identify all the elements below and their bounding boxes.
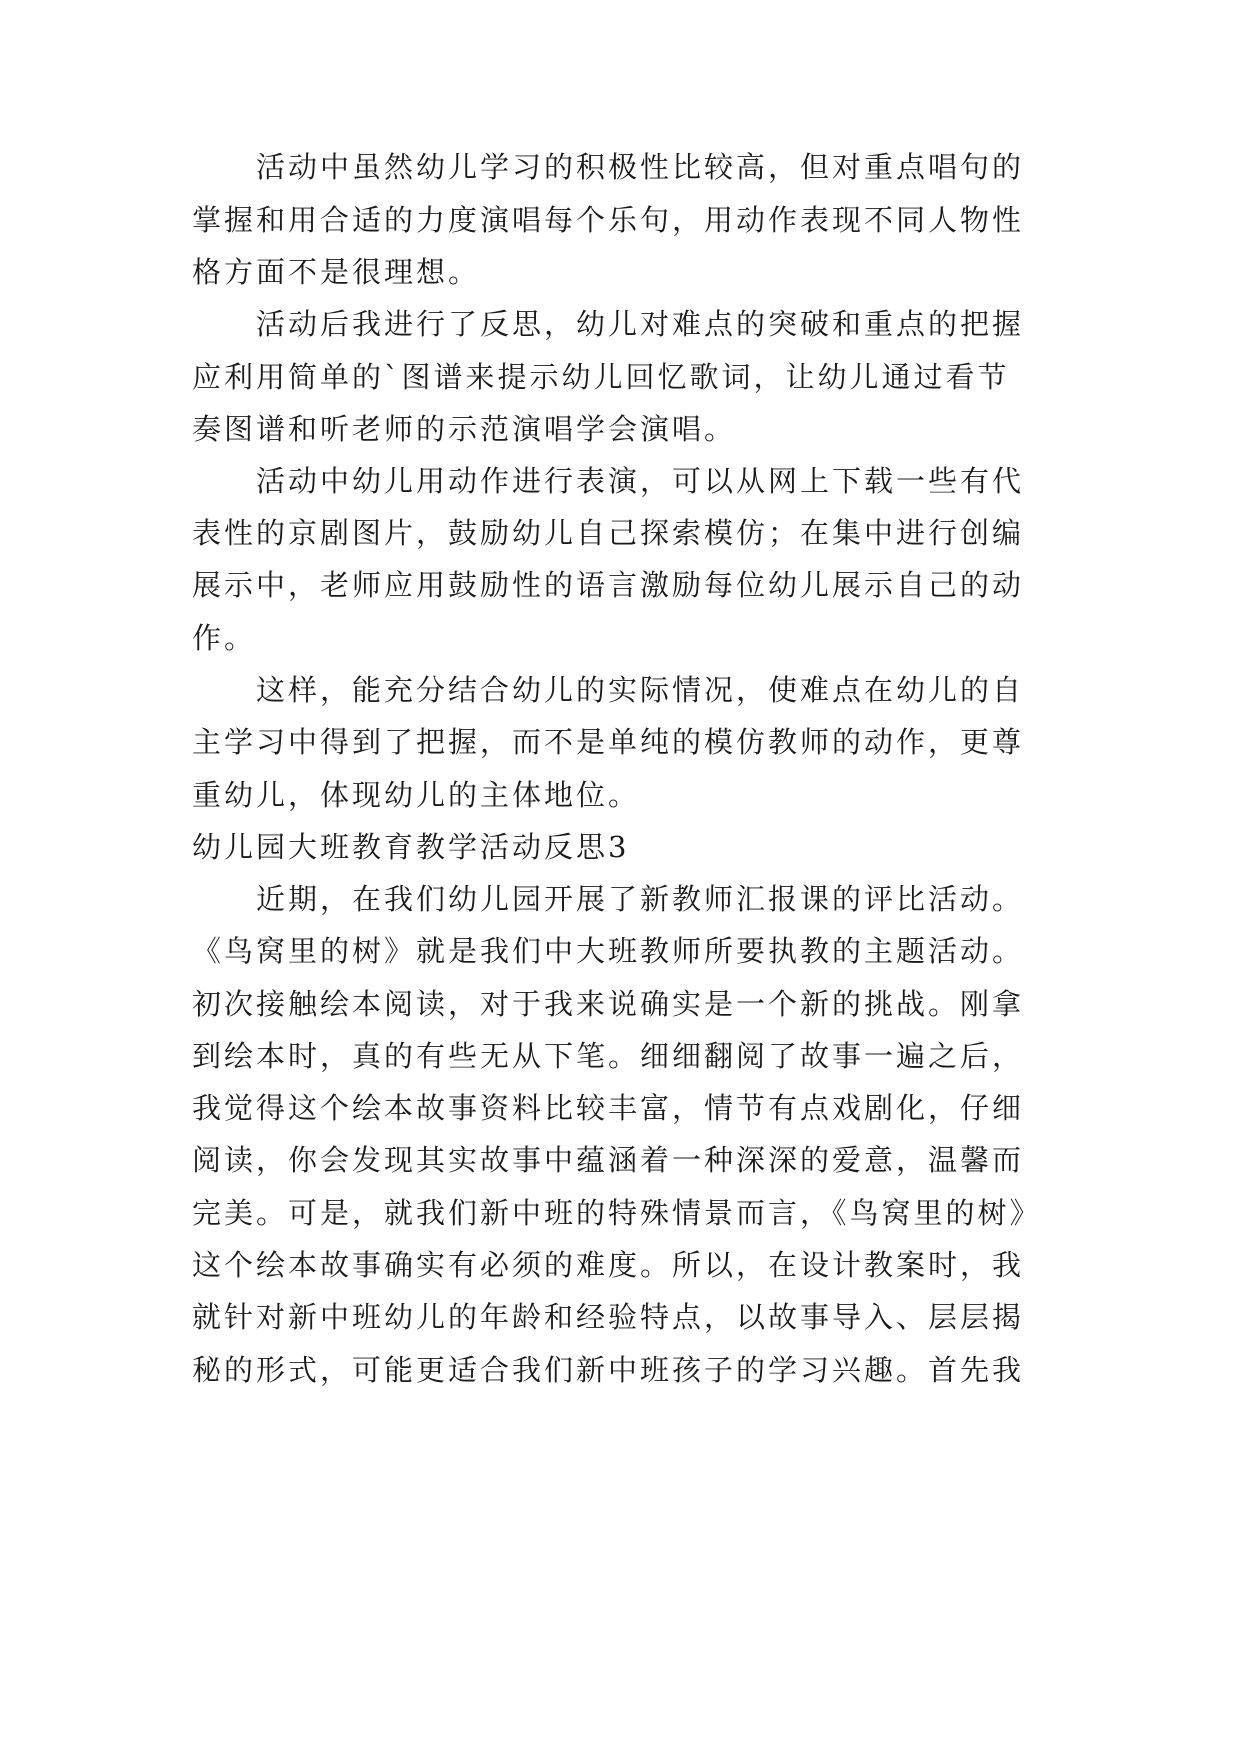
text-line: 掌握和用合适的力度演唱每个乐句，用动作表现不同人物性 (192, 203, 1025, 237)
text-line: 奏图谱和听老师的示范演唱学会演唱。 (192, 412, 737, 446)
text-line: 这个绘本故事确实有必须的难度。所以，在设计教案时，我 (192, 1248, 1025, 1282)
text-line: 活动后我进行了反思，幼儿对难点的突破和重点的把握 (256, 307, 1025, 341)
text-line: 活动中虽然幼儿学习的积极性比较高，但对重点唱句的 (256, 150, 1025, 184)
text-line: 阅读，你会发现其实故事中蕴涵着一种深深的爱意，温馨而 (192, 1143, 1025, 1177)
text-line: 作。 (192, 621, 257, 655)
text-line: 近期，在我们幼儿园开展了新教师汇报课的评比活动。 (256, 882, 1025, 916)
text-line: 这样，能充分结合幼儿的实际情况，使难点在幼儿的自 (256, 673, 1025, 707)
text-line: 应利用简单的`图谱来提示幼儿回忆歌词，让幼儿通过看节 (192, 360, 1010, 394)
section-heading: 幼儿园大班教育教学活动反思3 (192, 830, 630, 864)
text-line: 活动中幼儿用动作进行表演，可以从网上下载一些有代 (256, 464, 1025, 498)
text-line: 主学习中得到了把握，而不是单纯的模仿教师的动作，更尊 (192, 725, 1025, 759)
text-line: 重幼儿，体现幼儿的主体地位。 (192, 778, 641, 812)
text-line: 完美。可是，就我们新中班的特殊情景而言，《鸟窝里的树》 (192, 1196, 1042, 1230)
text-line: 就针对新中班幼儿的年龄和经验特点，以故事导入、层层揭 (192, 1300, 1025, 1334)
text-line: 展示中，老师应用鼓励性的语言激励每位幼儿展示自己的动 (192, 568, 1025, 602)
text-line: 初次接触绘本阅读，对于我来说确实是一个新的挑战。刚拿 (192, 987, 1025, 1021)
text-line: 表性的京剧图片，鼓励幼儿自己探索模仿；在集中进行创编 (192, 516, 1025, 550)
text-line: 《鸟窝里的树》就是我们中大班教师所要执教的主题活动。 (192, 934, 1025, 968)
text-line: 我觉得这个绘本故事资料比较丰富，情节有点戏剧化，仔细 (192, 1091, 1025, 1125)
text-line: 秘的形式，可能更适合我们新中班孩子的学习兴趣。首先我 (192, 1353, 1025, 1387)
text-line: 到绘本时，真的有些无从下笔。细细翻阅了故事一遍之后， (192, 1039, 1025, 1073)
text-line: 格方面不是很理想。 (192, 255, 481, 289)
